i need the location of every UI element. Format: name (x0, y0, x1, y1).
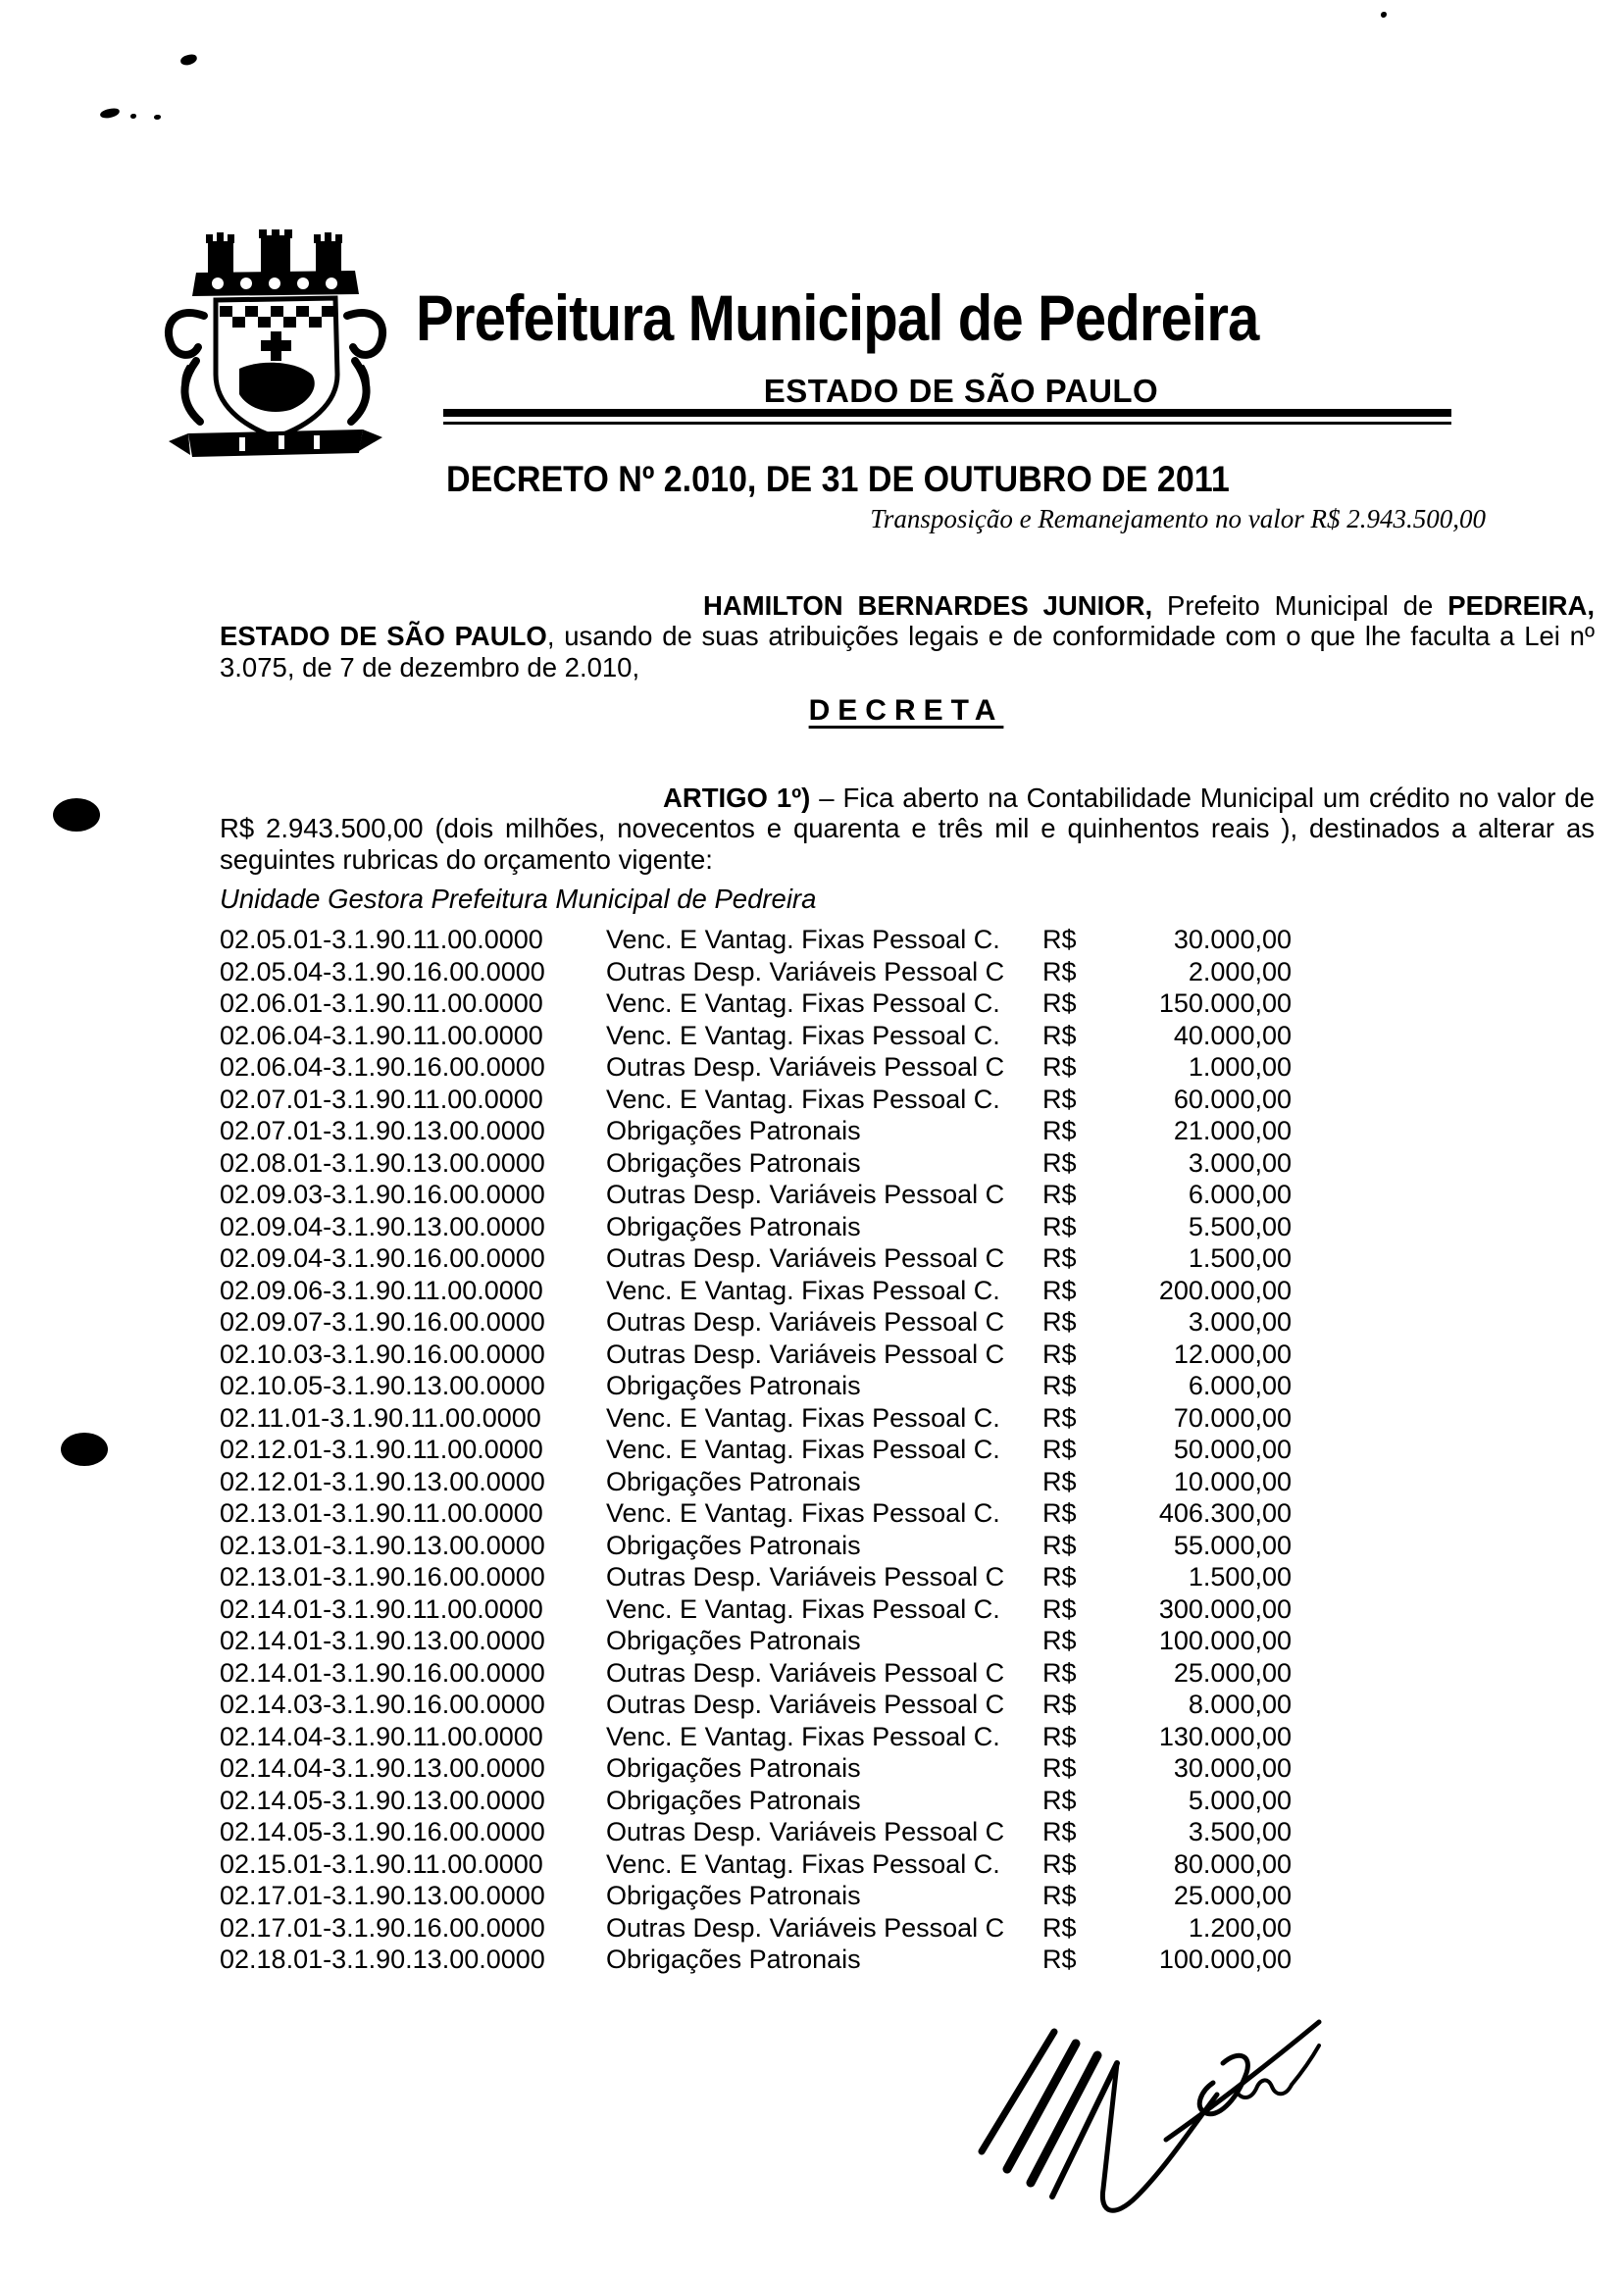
budget-row (220, 924, 1292, 956)
cell-code: 02.06.01-3.1.90.11.00.0000 (220, 988, 543, 1018)
cell-currency: R$ (1042, 1753, 1077, 1783)
letterhead-title: Prefeitura Municipal de Pedreira (416, 281, 1259, 354)
cell-value: 55.000,00 (1173, 1530, 1292, 1560)
cell-code: 02.14.03-3.1.90.16.00.0000 (220, 1690, 545, 1719)
cell-desc: Outras Desp. Variáveis Pessoal C (606, 956, 1005, 986)
budget-row (220, 1434, 1292, 1466)
cell-code: 02.08.01-3.1.90.13.00.0000 (220, 1147, 545, 1178)
cell-code: 02.14.04-3.1.90.13.00.0000 (220, 1753, 545, 1783)
cell-value: 100.000,00 (1158, 1626, 1292, 1655)
budget-row (220, 1497, 1292, 1530)
cell-code: 02.06.04-3.1.90.16.00.0000 (220, 1052, 545, 1082)
cell-value: 1.500,00 (1188, 1562, 1292, 1592)
paragraph-segment: Prefeito Municipal de (1152, 589, 1448, 621)
cell-value: 3.000,00 (1188, 1147, 1292, 1178)
cell-currency: R$ (1042, 1945, 1077, 1974)
budget-row (220, 1561, 1292, 1593)
budget-row (220, 1657, 1292, 1690)
cell-desc: Outras Desp. Variáveis Pessoal C (606, 1307, 1005, 1337)
budget-row (220, 1115, 1292, 1147)
cell-code: 02.17.01-3.1.90.16.00.0000 (220, 1912, 545, 1943)
cell-desc: Venc. E Vantag. Fixas Pessoal C. (606, 1498, 1000, 1528)
budget-row (220, 1179, 1292, 1211)
cell-desc: Venc. E Vantag. Fixas Pessoal C. (606, 1435, 1000, 1464)
cell-code: 02.14.04-3.1.90.11.00.0000 (220, 1721, 543, 1751)
cell-desc: Obrigações Patronais (606, 1626, 861, 1655)
budget-row (220, 1880, 1292, 1912)
cell-currency: R$ (1042, 956, 1077, 986)
budget-row (220, 1051, 1292, 1084)
cell-desc: Obrigações Patronais (606, 1147, 861, 1178)
ink-speck (99, 107, 120, 119)
cell-currency: R$ (1042, 1848, 1077, 1879)
cell-value: 2.000,00 (1188, 956, 1292, 986)
cell-desc: Venc. E Vantag. Fixas Pessoal C. (606, 1848, 1000, 1879)
cell-value: 70.000,00 (1173, 1402, 1292, 1433)
cell-desc: Obrigações Patronais (606, 1116, 861, 1145)
cell-code: 02.09.06-3.1.90.11.00.0000 (220, 1275, 543, 1305)
cell-code: 02.05.04-3.1.90.16.00.0000 (220, 956, 545, 986)
cell-code: 02.07.01-3.1.90.13.00.0000 (220, 1116, 545, 1145)
cell-currency: R$ (1042, 1498, 1077, 1528)
paragraph-segment: ARTIGO 1º) (663, 782, 811, 813)
cell-value: 6.000,00 (1188, 1371, 1292, 1400)
budget-row (220, 1593, 1292, 1626)
cell-code: 02.15.01-3.1.90.11.00.0000 (220, 1848, 543, 1879)
cell-value: 5.500,00 (1188, 1211, 1292, 1241)
cell-currency: R$ (1042, 1116, 1077, 1145)
letterhead-rule-thick (443, 409, 1451, 417)
cell-currency: R$ (1042, 1084, 1077, 1114)
cell-desc: Venc. E Vantag. Fixas Pessoal C. (606, 1402, 1000, 1433)
cell-code: 02.09.07-3.1.90.16.00.0000 (220, 1307, 545, 1337)
cell-desc: Venc. E Vantag. Fixas Pessoal C. (606, 1593, 1000, 1624)
cell-value: 300.000,00 (1158, 1593, 1292, 1624)
hole-punch-mark-bottom (61, 1433, 108, 1466)
cell-currency: R$ (1042, 1147, 1077, 1178)
cell-code: 02.13.01-3.1.90.11.00.0000 (220, 1498, 543, 1528)
cell-currency: R$ (1042, 1402, 1077, 1433)
cell-desc: Outras Desp. Variáveis Pessoal C (606, 1339, 1005, 1369)
paragraph-segment: ESTADO DE SÃO PAULO (220, 621, 547, 651)
budget-row (220, 1020, 1292, 1052)
cell-desc: Obrigações Patronais (606, 1466, 861, 1496)
city-coat-of-arms (153, 229, 400, 461)
cell-currency: R$ (1042, 1593, 1077, 1624)
cell-code: 02.12.01-3.1.90.13.00.0000 (220, 1466, 545, 1496)
budget-row (220, 1466, 1292, 1498)
cell-value: 8.000,00 (1188, 1690, 1292, 1719)
cell-currency: R$ (1042, 1211, 1077, 1241)
cell-currency: R$ (1042, 1180, 1077, 1209)
cell-code: 02.10.03-3.1.90.16.00.0000 (220, 1339, 545, 1369)
budget-row (220, 1370, 1292, 1402)
cell-value: 130.000,00 (1158, 1721, 1292, 1751)
cell-value: 150.000,00 (1158, 988, 1292, 1018)
cell-desc: Obrigações Patronais (606, 1785, 861, 1815)
cell-code: 02.06.04-3.1.90.11.00.0000 (220, 1020, 543, 1050)
budget-row (220, 1848, 1292, 1881)
cell-code: 02.07.01-3.1.90.11.00.0000 (220, 1084, 543, 1114)
cell-desc: Obrigações Patronais (606, 1945, 861, 1974)
cell-value: 6.000,00 (1188, 1180, 1292, 1209)
cell-code: 02.05.01-3.1.90.11.00.0000 (220, 925, 543, 954)
budget-row (220, 1211, 1292, 1243)
cell-code: 02.18.01-3.1.90.13.00.0000 (220, 1945, 545, 1974)
budget-row (220, 1944, 1292, 1976)
cell-value: 100.000,00 (1158, 1945, 1292, 1974)
cell-currency: R$ (1042, 1721, 1077, 1751)
paragraph-segment: PEDREIRA, (1447, 589, 1595, 621)
cell-desc: Venc. E Vantag. Fixas Pessoal C. (606, 988, 1000, 1018)
cell-currency: R$ (1042, 1690, 1077, 1719)
cell-code: 02.14.01-3.1.90.11.00.0000 (220, 1593, 543, 1624)
cell-desc: Outras Desp. Variáveis Pessoal C (606, 1657, 1005, 1688)
budget-row (220, 1625, 1292, 1657)
cell-value: 25.000,00 (1173, 1657, 1292, 1688)
budget-row (220, 1721, 1292, 1753)
budget-row (220, 1816, 1292, 1848)
budget-row (220, 1339, 1292, 1371)
cell-code: 02.11.01-3.1.90.11.00.0000 (220, 1402, 541, 1433)
cell-currency: R$ (1042, 1626, 1077, 1655)
cell-value: 3.000,00 (1188, 1307, 1292, 1337)
cell-value: 21.000,00 (1173, 1116, 1292, 1145)
cell-currency: R$ (1042, 1020, 1077, 1050)
cell-code: 02.09.04-3.1.90.16.00.0000 (220, 1243, 545, 1273)
ink-speck (1381, 12, 1387, 18)
cell-code: 02.13.01-3.1.90.16.00.0000 (220, 1562, 545, 1592)
cell-desc: Venc. E Vantag. Fixas Pessoal C. (606, 925, 1000, 954)
budget-row (220, 956, 1292, 988)
budget-row (220, 987, 1292, 1020)
cell-value: 40.000,00 (1173, 1020, 1292, 1050)
cell-code: 02.14.01-3.1.90.13.00.0000 (220, 1626, 545, 1655)
budget-row (220, 1275, 1292, 1307)
hole-punch-mark-top (53, 798, 100, 832)
cell-code: 02.13.01-3.1.90.13.00.0000 (220, 1530, 545, 1560)
cell-desc: Outras Desp. Variáveis Pessoal C (606, 1562, 1005, 1592)
budget-row (220, 1912, 1292, 1945)
cell-desc: Venc. E Vantag. Fixas Pessoal C. (606, 1275, 1000, 1305)
budget-row (220, 1785, 1292, 1817)
cell-desc: Obrigações Patronais (606, 1530, 861, 1560)
budget-row (220, 1242, 1292, 1275)
cell-desc: Outras Desp. Variáveis Pessoal C (606, 1052, 1005, 1082)
cell-value: 12.000,00 (1173, 1339, 1292, 1369)
budget-row (220, 1084, 1292, 1116)
paragraph-segment: – Fica aberto na Contabilidade Municipal um crédito no valor de R$ 2.943.500,00 (dois milhões, novecentos e quarenta e três mil e quinhentos reais ), destinados a alterar as seguintes rubricas do orçamento vigente: (220, 782, 1595, 875)
cell-code: 02.14.01-3.1.90.16.00.0000 (220, 1657, 545, 1688)
cell-desc: Obrigações Patronais (606, 1371, 861, 1400)
cell-currency: R$ (1042, 1817, 1077, 1846)
budget-row (220, 1402, 1292, 1435)
cell-currency: R$ (1042, 1307, 1077, 1337)
cell-desc: Outras Desp. Variáveis Pessoal C (606, 1180, 1005, 1209)
cell-value: 5.000,00 (1188, 1785, 1292, 1815)
cell-code: 02.14.05-3.1.90.16.00.0000 (220, 1817, 545, 1846)
mayor-signature-scribble (966, 2002, 1350, 2236)
cell-code: 02.17.01-3.1.90.13.00.0000 (220, 1881, 545, 1910)
cell-currency: R$ (1042, 1785, 1077, 1815)
letterhead-state-label: ESTADO DE SÃO PAULO (763, 373, 1159, 409)
cell-value: 60.000,00 (1173, 1084, 1292, 1114)
article1-paragraph (220, 783, 1595, 876)
cell-code: 02.14.05-3.1.90.13.00.0000 (220, 1785, 545, 1815)
managing-unit-label: Unidade Gestora Prefeitura Municipal de Pedreira (220, 884, 817, 914)
paragraph-segment: , usando de suas atribuições legais e de conformidade com o que lhe faculta a Lei nº 3.075, de 7 de dezembro de 2.010, (220, 621, 1595, 682)
cell-currency: R$ (1042, 1912, 1077, 1943)
cell-currency: R$ (1042, 1243, 1077, 1273)
cell-currency: R$ (1042, 1466, 1077, 1496)
cell-value: 80.000,00 (1173, 1848, 1292, 1879)
cell-value: 10.000,00 (1173, 1466, 1292, 1496)
cell-desc: Outras Desp. Variáveis Pessoal C (606, 1690, 1005, 1719)
cell-value: 200.000,00 (1158, 1275, 1292, 1305)
budget-row (220, 1147, 1292, 1180)
cell-value: 1.000,00 (1188, 1052, 1292, 1082)
cell-currency: R$ (1042, 988, 1077, 1018)
decreta-heading: DECRETA (808, 694, 1004, 727)
cell-value: 3.500,00 (1188, 1817, 1292, 1846)
cell-currency: R$ (1042, 925, 1077, 954)
cell-desc: Obrigações Patronais (606, 1211, 861, 1241)
ink-speck (179, 53, 198, 66)
cell-desc: Outras Desp. Variáveis Pessoal C (606, 1243, 1005, 1273)
cell-value: 1.200,00 (1188, 1912, 1292, 1943)
cell-desc: Venc. E Vantag. Fixas Pessoal C. (606, 1020, 1000, 1050)
cell-value: 50.000,00 (1173, 1435, 1292, 1464)
cell-currency: R$ (1042, 1435, 1077, 1464)
cell-desc: Outras Desp. Variáveis Pessoal C (606, 1817, 1005, 1846)
cell-currency: R$ (1042, 1657, 1077, 1688)
budget-row (220, 1530, 1292, 1562)
cell-value: 30.000,00 (1173, 1753, 1292, 1783)
budget-table (220, 924, 1292, 1976)
cell-code: 02.10.05-3.1.90.13.00.0000 (220, 1371, 545, 1400)
budget-row (220, 1689, 1292, 1721)
cell-currency: R$ (1042, 1881, 1077, 1910)
budget-row (220, 1306, 1292, 1339)
cell-currency: R$ (1042, 1530, 1077, 1560)
cell-code: 02.09.04-3.1.90.13.00.0000 (220, 1211, 545, 1241)
cell-value: 1.500,00 (1188, 1243, 1292, 1273)
cell-desc: Venc. E Vantag. Fixas Pessoal C. (606, 1084, 1000, 1114)
cell-currency: R$ (1042, 1052, 1077, 1082)
decree-title: DECRETO Nº 2.010, DE 31 DE OUTUBRO DE 2011 (446, 459, 1230, 499)
decree-subtitle: Transposição e Remanejamento no valor R$ 2.943.500,00 (870, 504, 1486, 533)
preamble-paragraph (220, 590, 1595, 683)
cell-currency: R$ (1042, 1371, 1077, 1400)
cell-value: 406.300,00 (1158, 1498, 1292, 1528)
cell-desc: Outras Desp. Variáveis Pessoal C (606, 1912, 1005, 1943)
cell-value: 30.000,00 (1173, 925, 1292, 954)
cell-desc: Venc. E Vantag. Fixas Pessoal C. (606, 1721, 1000, 1751)
paragraph-segment: HAMILTON BERNARDES JUNIOR, (703, 589, 1153, 621)
ink-speck (130, 114, 136, 119)
budget-row (220, 1752, 1292, 1785)
letterhead-rule-thin (443, 422, 1451, 425)
cell-code: 02.09.03-3.1.90.16.00.0000 (220, 1180, 545, 1209)
cell-desc: Obrigações Patronais (606, 1881, 861, 1910)
ink-speck (154, 115, 161, 120)
cell-currency: R$ (1042, 1339, 1077, 1369)
cell-code: 02.12.01-3.1.90.11.00.0000 (220, 1435, 543, 1464)
cell-currency: R$ (1042, 1562, 1077, 1592)
cell-value: 25.000,00 (1173, 1881, 1292, 1910)
cell-currency: R$ (1042, 1275, 1077, 1305)
cell-desc: Obrigações Patronais (606, 1753, 861, 1783)
